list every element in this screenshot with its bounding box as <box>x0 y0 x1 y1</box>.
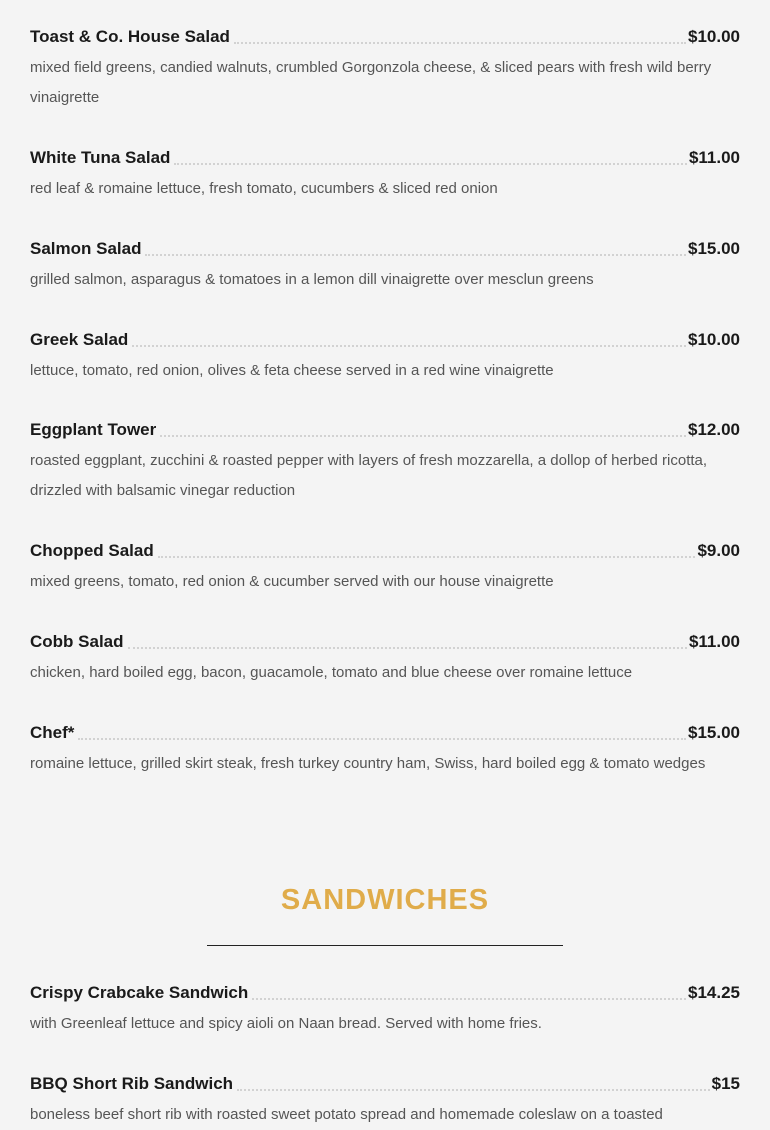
item-price: $15.00 <box>688 723 740 742</box>
leader-dots <box>158 556 696 558</box>
item-name: Toast & Co. House Salad <box>30 27 230 46</box>
item-description: mixed greens, tomato, red onion & cucumber served with our house vinaigrette <box>30 573 554 590</box>
item-price: $9.00 <box>697 541 740 560</box>
section-title: SANDWICHES <box>280 884 490 916</box>
item-name: Greek Salad <box>30 330 129 349</box>
item-description: roasted eggplant, zucchini & roasted pepper with layers of fresh mozzarella, a dollop of herbed ricotta, drizzled with balsamic vinegar reduction <box>30 452 708 499</box>
item-price: $10.00 <box>688 330 740 349</box>
menu-item <box>30 26 740 113</box>
menu-item <box>30 1073 740 1130</box>
menu-item <box>30 982 740 1039</box>
item-name: BBQ Short Rib Sandwich <box>30 1074 234 1093</box>
item-description: red leaf & romaine lettuce, fresh tomato, cucumbers & sliced red onion <box>30 180 498 197</box>
item-description: romaine lettuce, grilled skirt steak, fresh turkey country ham, Swiss, hard boiled egg & tomato wedges <box>30 755 706 772</box>
leader-dots <box>128 647 687 649</box>
item-price: $15 <box>711 1074 740 1093</box>
leader-dots <box>234 42 686 44</box>
item-name: Salmon Salad <box>30 239 142 258</box>
item-price: $15.00 <box>688 239 740 258</box>
leader-dots <box>145 254 686 256</box>
item-price: $11.00 <box>688 148 740 167</box>
item-name: Cobb Salad <box>30 632 124 651</box>
item-price: $14.25 <box>688 983 740 1002</box>
item-name: White Tuna Salad <box>30 148 171 167</box>
item-description: mixed field greens, candied walnuts, crumbled Gorgonzola cheese, & sliced pears with fresh wild berry vinaigrette <box>30 59 712 106</box>
menu-item <box>30 329 740 386</box>
leader-dots <box>174 163 687 165</box>
item-name: Chopped Salad <box>30 541 154 560</box>
menu-item <box>30 540 740 597</box>
item-name: Chef* <box>30 723 75 742</box>
item-description: lettuce, tomato, red onion, olives & feta cheese served in a red wine vinaigrette <box>30 362 554 379</box>
item-description: boneless beef short rib with roasted sweet potato spread and homemade coleslaw on a toasted <box>30 1106 663 1123</box>
menu-item <box>30 722 740 779</box>
section-divider <box>207 945 563 946</box>
item-price: $10.00 <box>688 27 740 46</box>
leader-dots <box>78 738 686 740</box>
leader-dots <box>160 435 686 437</box>
item-name: Eggplant Tower <box>30 420 157 439</box>
item-description: with Greenleaf lettuce and spicy aioli on Naan bread. Served with home fries. <box>30 1015 542 1032</box>
item-price: $11.00 <box>688 632 740 651</box>
menu-item <box>30 147 740 204</box>
item-description: grilled salmon, asparagus & tomatoes in a lemon dill vinaigrette over mesclun greens <box>30 271 594 288</box>
leader-dots <box>132 345 686 347</box>
item-name: Crispy Crabcake Sandwich <box>30 983 249 1002</box>
menu-item <box>30 238 740 295</box>
item-price: $12.00 <box>688 420 740 439</box>
leader-dots <box>237 1089 710 1091</box>
menu-item <box>30 631 740 688</box>
menu-item <box>30 419 740 506</box>
item-description: chicken, hard boiled egg, bacon, guacamole, tomato and blue cheese over romaine lettuce <box>30 664 633 681</box>
leader-dots <box>252 998 686 1000</box>
